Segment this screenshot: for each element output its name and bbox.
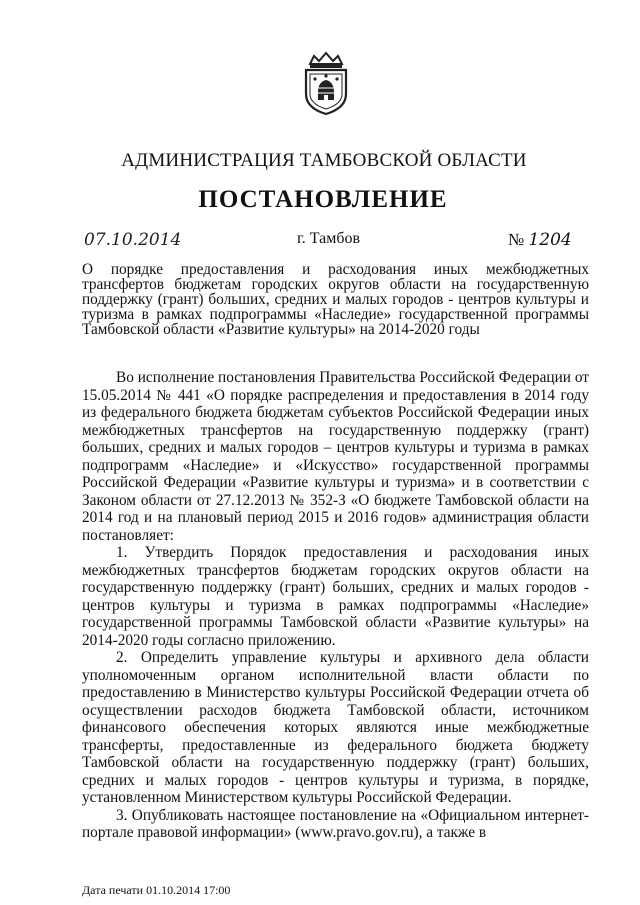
number-prefix: №	[508, 230, 525, 249]
preamble-paragraph: Во исполнение постановления Правительства Российской Федерации от 15.05.2014 № 441 «О порядке распределения и предоставления в 2014 году из федерального бюджета бюджетам субъектов Российской Федерации иных межбюджетных трансфертов на государственную поддержку (грант) больших, средних и малых городов – центров культуры и туризма в рамках подпрограмм «Наследие» и «Искусство» государственной программы Российской Федерации «Развитие культуры и туризма» и в соответствии с Законом области от 27.12.2013 № 352-З «О бюджете Тамбовской области на 2014 год и на плановый период 2015 и 2016 годов» администрация области постановляет:	[82, 369, 589, 544]
document-body	[82, 369, 589, 842]
item-1-paragraph: 1. Утвердить Порядок предоставления и расходования иных межбюджетных трансфертов бюджетам городских округов области на государственную поддержку (грант) больших, средних и малых городов - центров культуры и туризма в рамках подпрограммы «Наследие» государственной программы Тамбовской области «Развитие культуры» на 2014-2020 годы согласно приложению.	[82, 544, 589, 649]
coat-of-arms-emblem	[300, 50, 352, 116]
item-3-paragraph: 3. Опубликовать настоящее постановление на «Официальном интернет-портале правовой информации» (www.pravo.gov.ru), а также в	[82, 806, 589, 841]
document-subject: О порядке предоставления и расходования иных межбюджетных трансфертов бюджетам городских округов области на государственную поддержку (грант) больших, средних и малых городов - центров культуры и туризма в рамках подпрограммы «Наследие» государственной программы Тамбовской области «Развитие культуры» на 2014-2020 годы	[82, 261, 589, 338]
city-label: г. Тамбов	[297, 230, 361, 247]
organization-name: АДМИНИСТРАЦИЯ ТАМБОВСКОЙ ОБЛАСТИ	[121, 150, 527, 171]
handwritten-number: 1204	[528, 230, 572, 250]
item-2-paragraph: 2. Определить управление культуры и архивного дела области уполномоченным органом исполнительной власти области по предоставлению в Министерство культуры Российской Федерации отчета об осуществлении расходов бюджета Тамбовской области, источником финансового обеспечения которых являются иные межбюджетные трансферты, предоставленные из федерального бюджета бюджету Тамбовской области на государственную поддержку (грант) больших, средних и малых городов - центров культуры и туризма, в порядке, установленном Министерством культуры Российской Федерации.	[82, 649, 589, 806]
handwritten-date: 07.10.2014	[84, 230, 182, 250]
document-number	[508, 230, 572, 250]
document-type-title: ПОСТАНОВЛЕНИЕ	[198, 186, 448, 213]
print-date-footer: Дата печати 01.10.2014 17:00	[82, 883, 231, 897]
